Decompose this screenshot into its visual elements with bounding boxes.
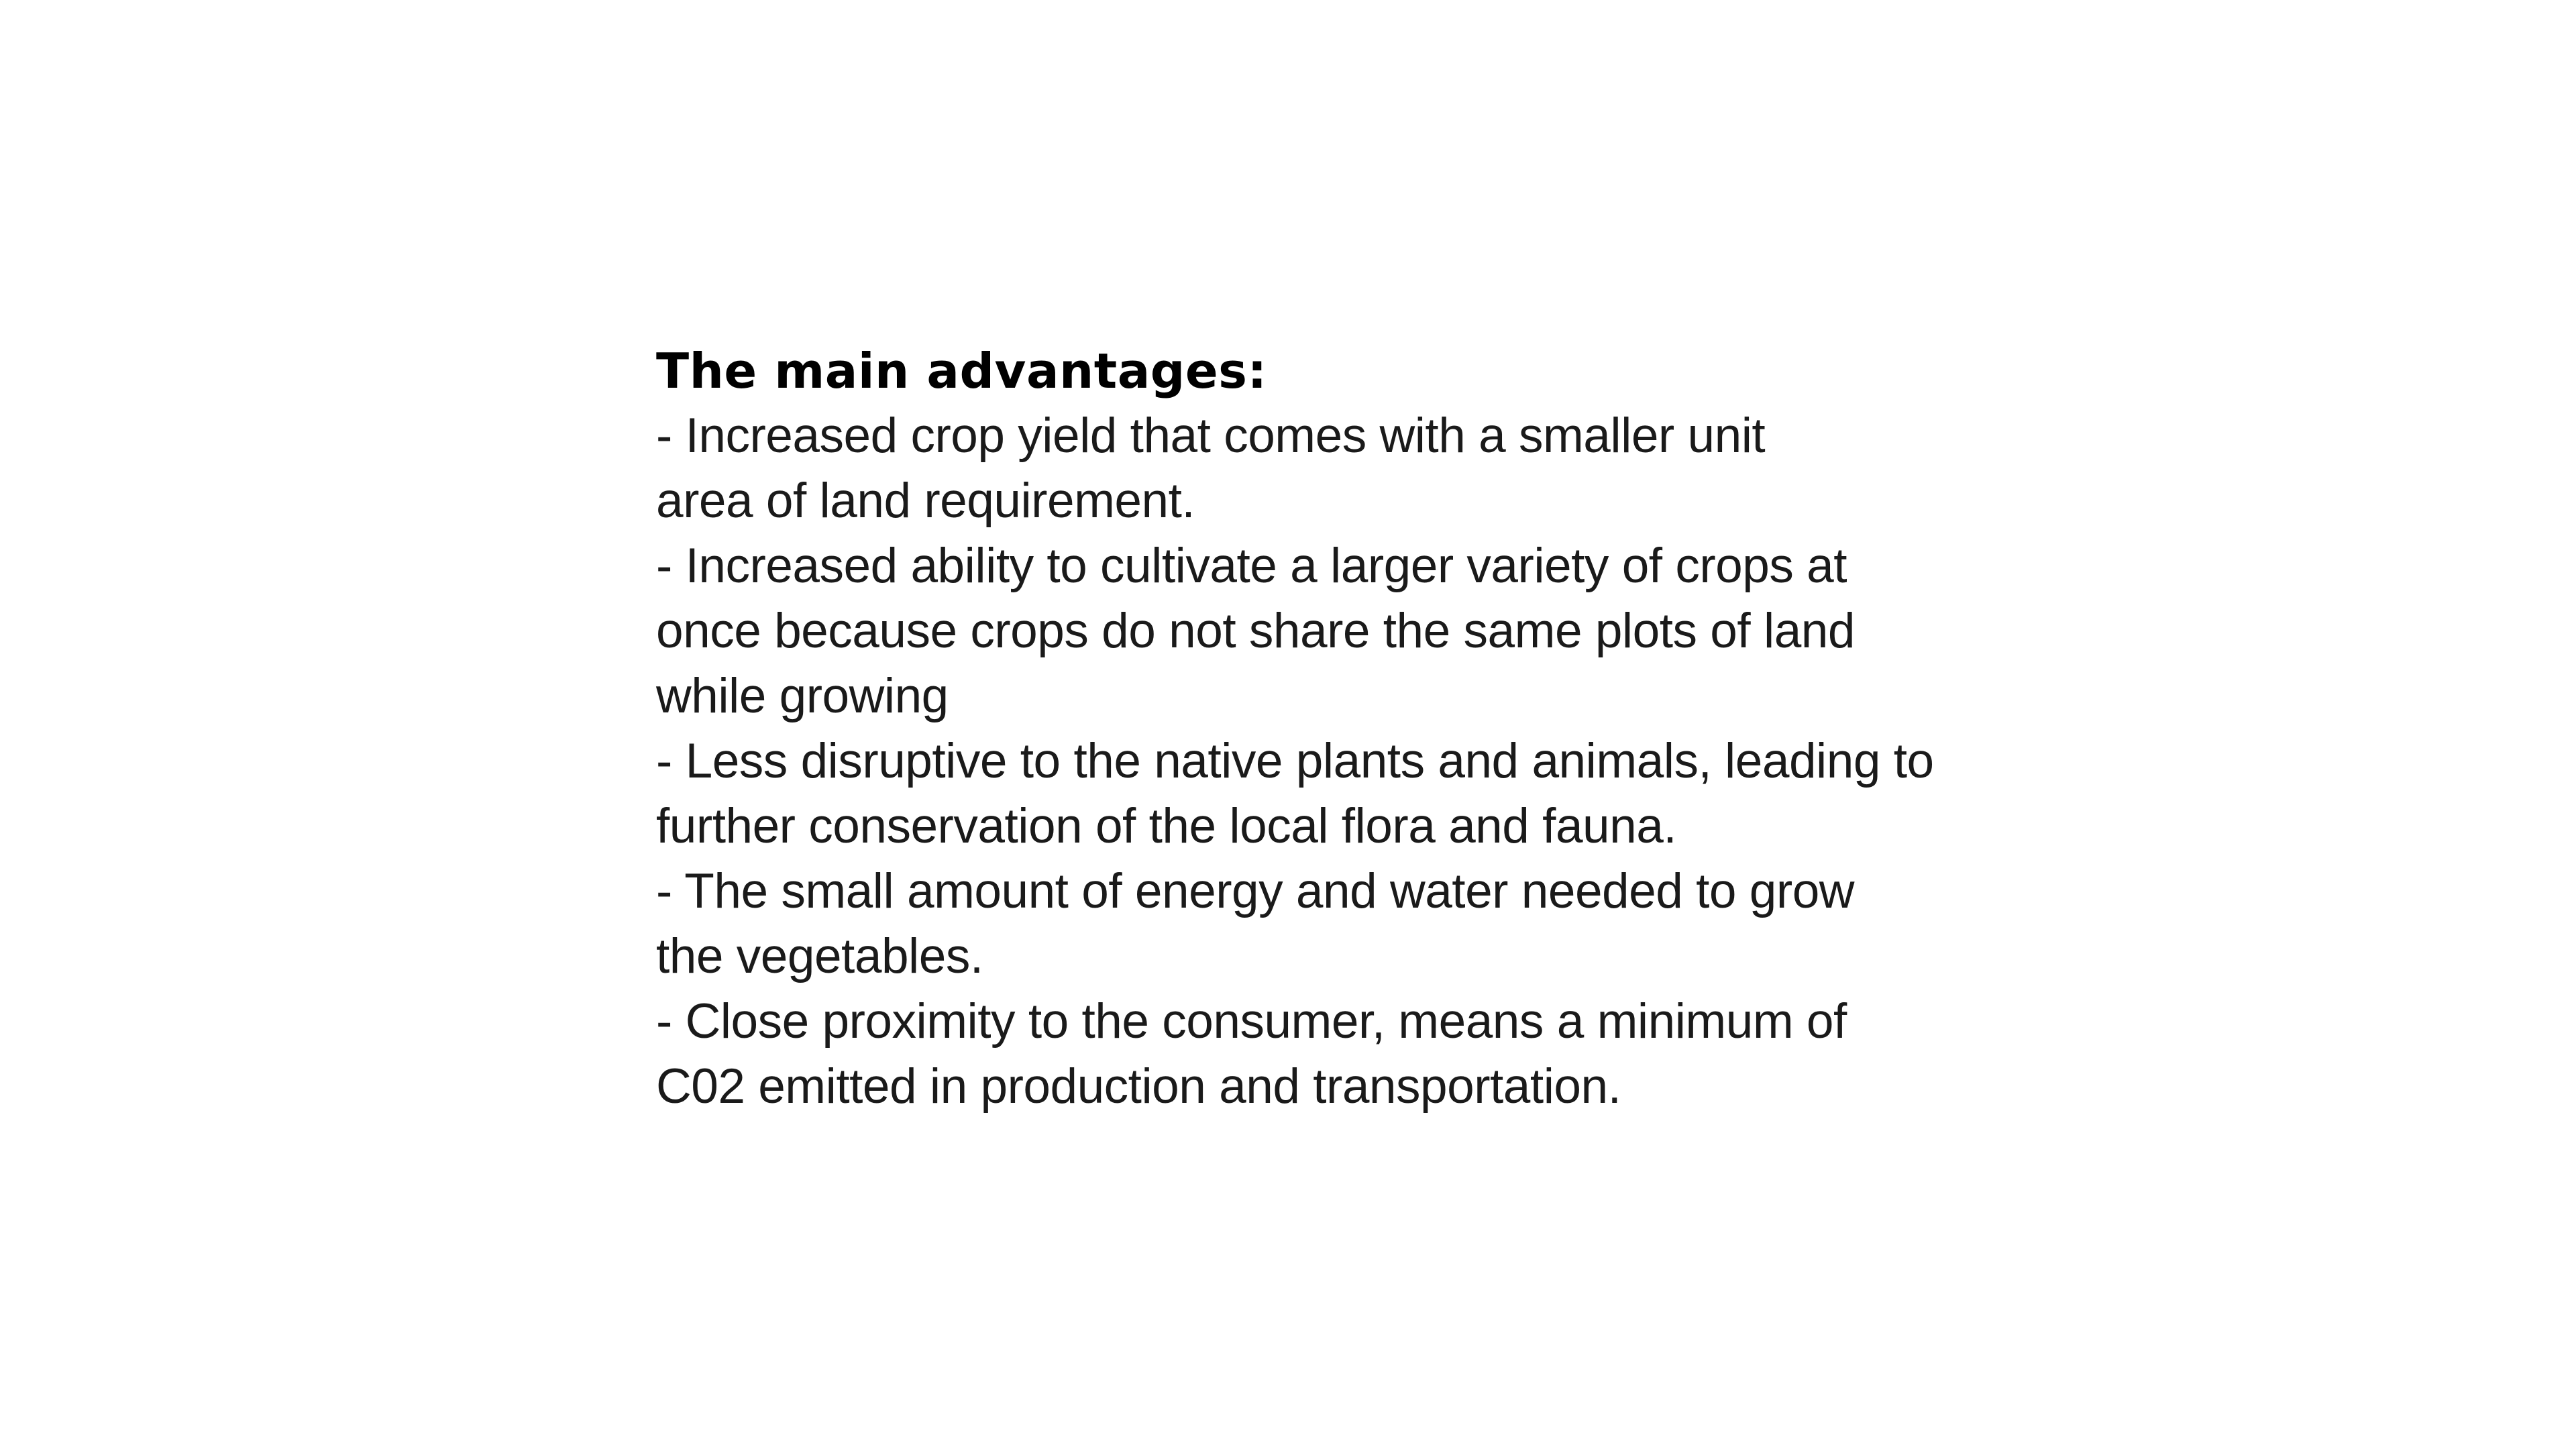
text-line: once because crops do not share the same plots of land — [656, 604, 1855, 658]
text-line: - Close proximity to the consumer, means a minimum of — [656, 994, 1847, 1049]
text-line: - Increased ability to cultivate a larger variety of crops at — [656, 539, 1847, 593]
advantages-text-block — [656, 339, 1934, 1119]
text-line: - Less disruptive to the native plants and animals, leading to — [656, 734, 1934, 788]
text-line: the vegetables. — [656, 929, 983, 983]
text-line: while growing — [656, 669, 949, 723]
text-line: area of land requirement. — [656, 474, 1195, 528]
text-line: - The small amount of energy and water needed to grow — [656, 864, 1855, 918]
text-line: further conservation of the local flora and fauna. — [656, 799, 1677, 853]
text-line: - Increased crop yield that comes with a smaller unit — [656, 409, 1766, 463]
text-line: C02 emitted in production and transportation. — [656, 1059, 1621, 1114]
advantages-heading: The main advantages: — [656, 343, 1267, 399]
